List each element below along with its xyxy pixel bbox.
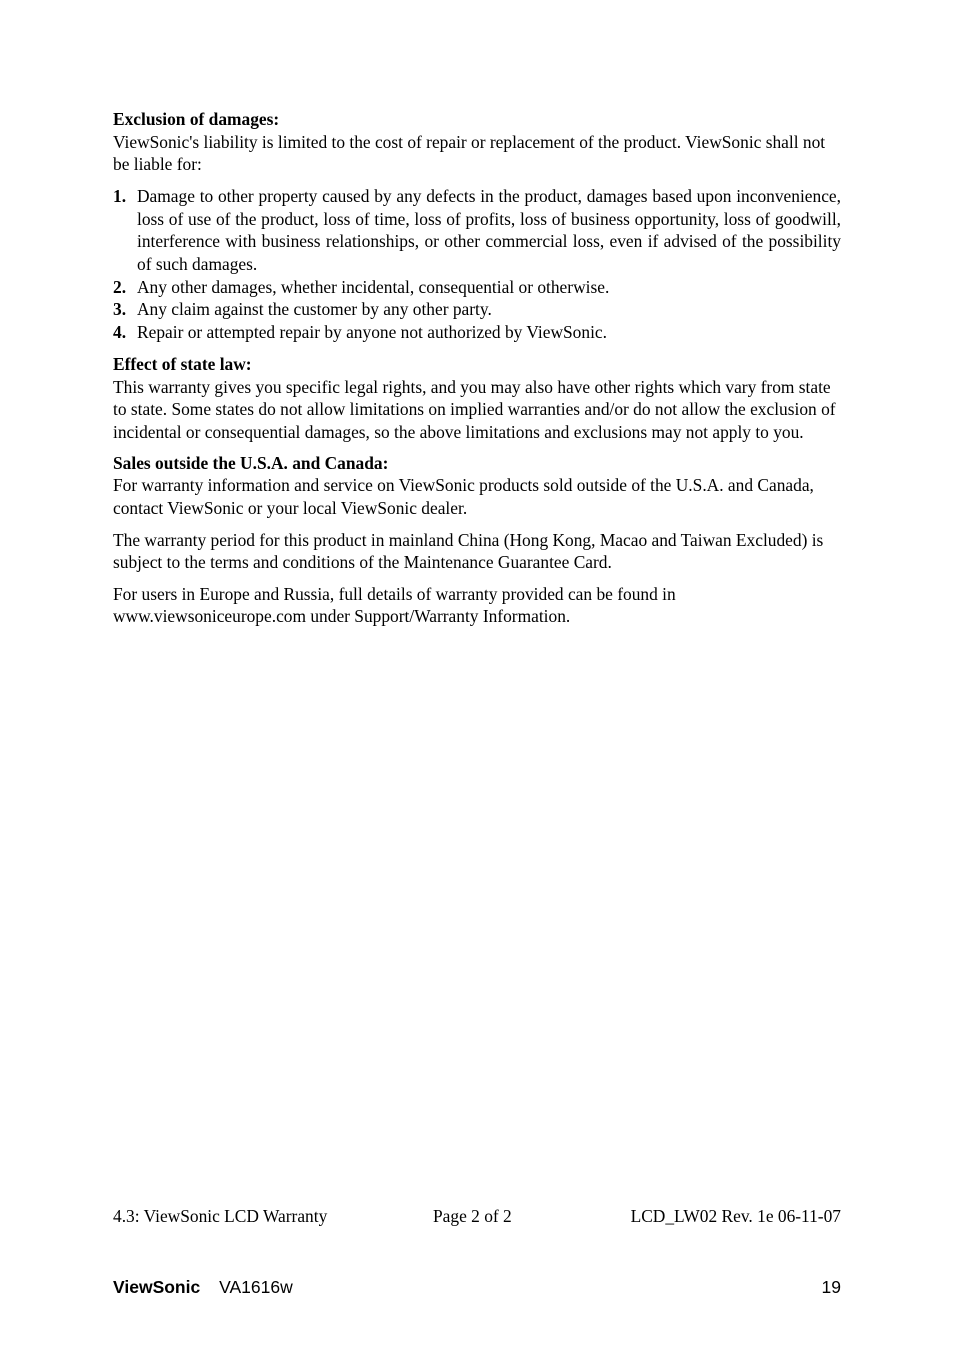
list-item-number: 2. xyxy=(113,276,127,297)
list-item-number: 4. xyxy=(113,321,127,342)
europe-warranty-text: For users in Europe and Russia, full details of warranty provided can be found in www.viewsoniceurope.com under Support/Warranty Information. xyxy=(113,583,676,627)
page-footer xyxy=(113,1275,841,1299)
document-footer-revision: LCD_LW02 Rev. 1e 06-11-07 xyxy=(630,1206,841,1226)
state-law-text: This warranty gives you specific legal rights, and you may also have other rights which vary from state to state. Some states do not allow limitations on implied warranties and/or do not allow the exclusion of incidental or consequential damages, so the above limitations and exclusions may not apply to you. xyxy=(113,376,836,442)
china-warranty-text: The warranty period for this product in mainland China (Hong Kong, Macao and Taiwan Excluded) is subject to the terms and conditions of the Maintenance Guarantee Card. xyxy=(113,529,824,573)
list-item xyxy=(113,276,841,299)
page-number: 19 xyxy=(821,1277,841,1297)
state-law-heading: Effect of state law: xyxy=(113,353,252,374)
document-body xyxy=(113,108,841,628)
document-footer-page: Page 2 of 2 xyxy=(433,1206,512,1226)
list-item-text: Damage to other property caused by any defects in the product, damages based upon inconvenience, loss of use of the product, loss of time, loss of profits, loss of business opportunity, loss of goodwill, interference with business relationships, or other commercial loss, even if advised of the possibility of such damages. xyxy=(137,186,841,275)
list-item-number: 3. xyxy=(113,299,127,320)
brand-name: ViewSonic xyxy=(113,1277,201,1297)
document-footer xyxy=(113,1204,841,1228)
list-item-number: 1. xyxy=(113,186,127,207)
exclusion-heading: Exclusion of damages: xyxy=(113,109,280,129)
list-item xyxy=(113,298,841,321)
document-footer-title: 4.3: ViewSonic LCD Warranty xyxy=(113,1206,328,1226)
exclusion-intro: ViewSonic's liability is limited to the cost of repair or replacement of the product. ViewSonic shall not be liable for: xyxy=(113,131,826,175)
sales-outside-heading: Sales outside the U.S.A. and Canada: xyxy=(113,452,389,473)
list-item-text: Repair or attempted repair by anyone not authorized by ViewSonic. xyxy=(137,321,607,342)
list-item xyxy=(113,321,841,344)
model-name: VA1616w xyxy=(219,1277,293,1297)
sales-outside-text: For warranty information and service on ViewSonic products sold outside of the U.S.A. and Canada, contact ViewSonic or your local ViewSonic dealer. xyxy=(113,475,814,518)
list-item-text: Any other damages, whether incidental, consequential or otherwise. xyxy=(137,276,610,297)
exclusion-list xyxy=(113,185,841,343)
list-item-text: Any claim against the customer by any other party. xyxy=(137,299,492,320)
list-item xyxy=(113,185,841,275)
